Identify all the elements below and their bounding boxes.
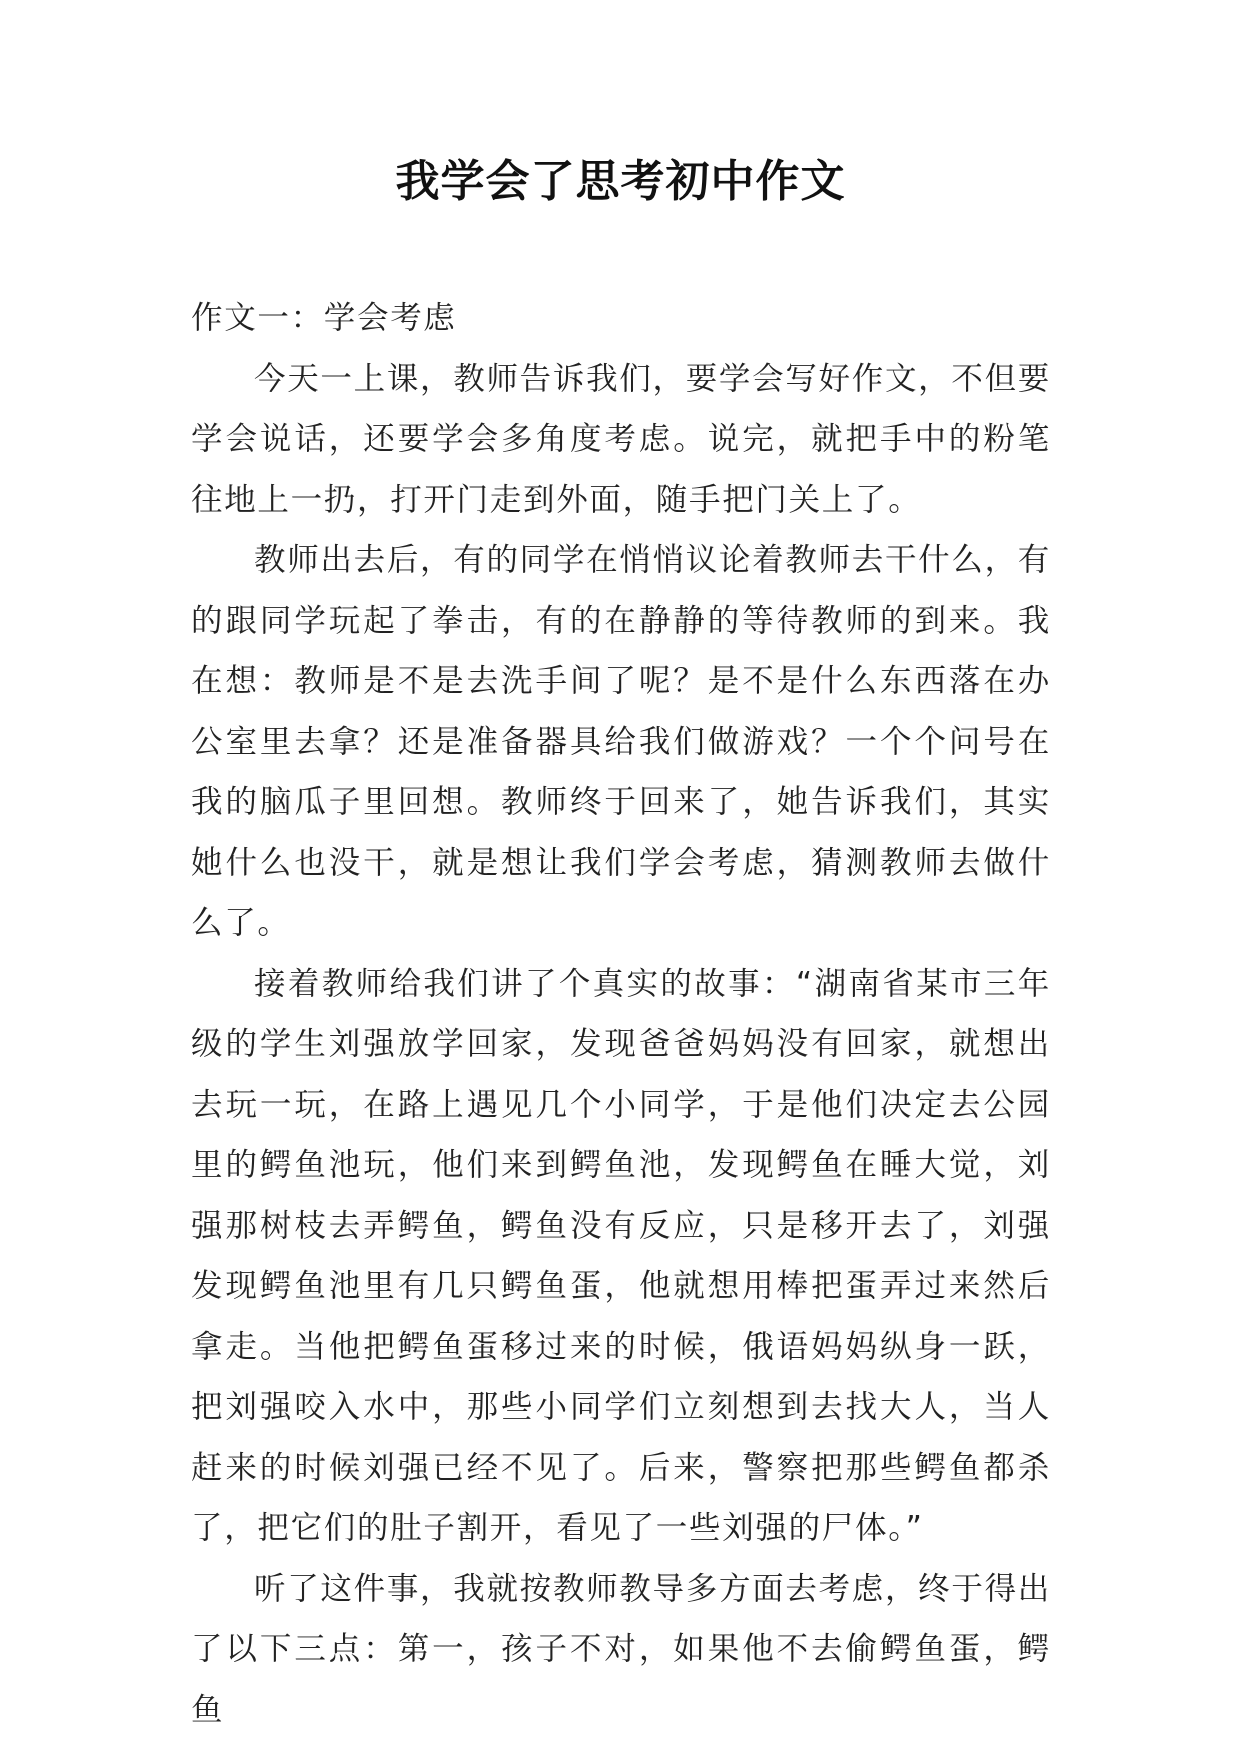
document-title: 我学会了思考初中作文: [395, 156, 846, 207]
section-heading: 作文一：学会考虑: [191, 300, 457, 336]
paragraph: 今天一上课，教师告诉我们，要学会写好作文，不但要学会说话，还要学会多角度考虑。说完，就把手中的粉笔往地上一扔，打开门走到外面，随手把门关上了。: [191, 360, 1051, 518]
paragraph: 接着教师给我们讲了个真实的故事：“湖南省某市三年级的学生刘强放学回家，发现爸爸妈妈没有回家，就想出去玩一玩，在路上遇见几个小同学，于是他们决定去公园里的鳄鱼池玩，他们来到鳄鱼池，发现鳄鱼在睡大觉，刘强那树枝去弄鳄鱼，鳄鱼没有反应，只是移开去了，刘强发现鳄鱼池里有几只鳄鱼蛋，他就想用棒把蛋弄过来然后拿走。当他把鳄鱼蛋移过来的时候，俄语妈妈纵身一跃，把刘强咬入水中，那些小同学们立刻想到去找大人，当人赶来的时候刘强已经不见了。后来，警察把那些鳄鱼都杀了，把它们的肚子割开，看见了一些刘强的尸体。”: [191, 965, 1051, 1546]
paragraph: 听了这件事，我就按教师教导多方面去考虑，终于得出了以下三点：第一，孩子不对，如果他不去偷鳄鱼蛋，鳄鱼: [191, 1570, 1051, 1728]
paragraph: 教师出去后，有的同学在悄悄议论着教师去干什么，有的跟同学玩起了拳击，有的在静静的等待教师的到来。我在想：教师是不是去洗手间了呢？是不是什么东西落在办公室里去拿？还是准备器具给我们做游戏？一个个问号在我的脑瓜子里回想。教师终于回来了，她告诉我们，其实她什么也没干，就是想让我们学会考虑，猜测教师去做什么了。: [191, 542, 1051, 941]
document-body: [191, 288, 1051, 1740]
